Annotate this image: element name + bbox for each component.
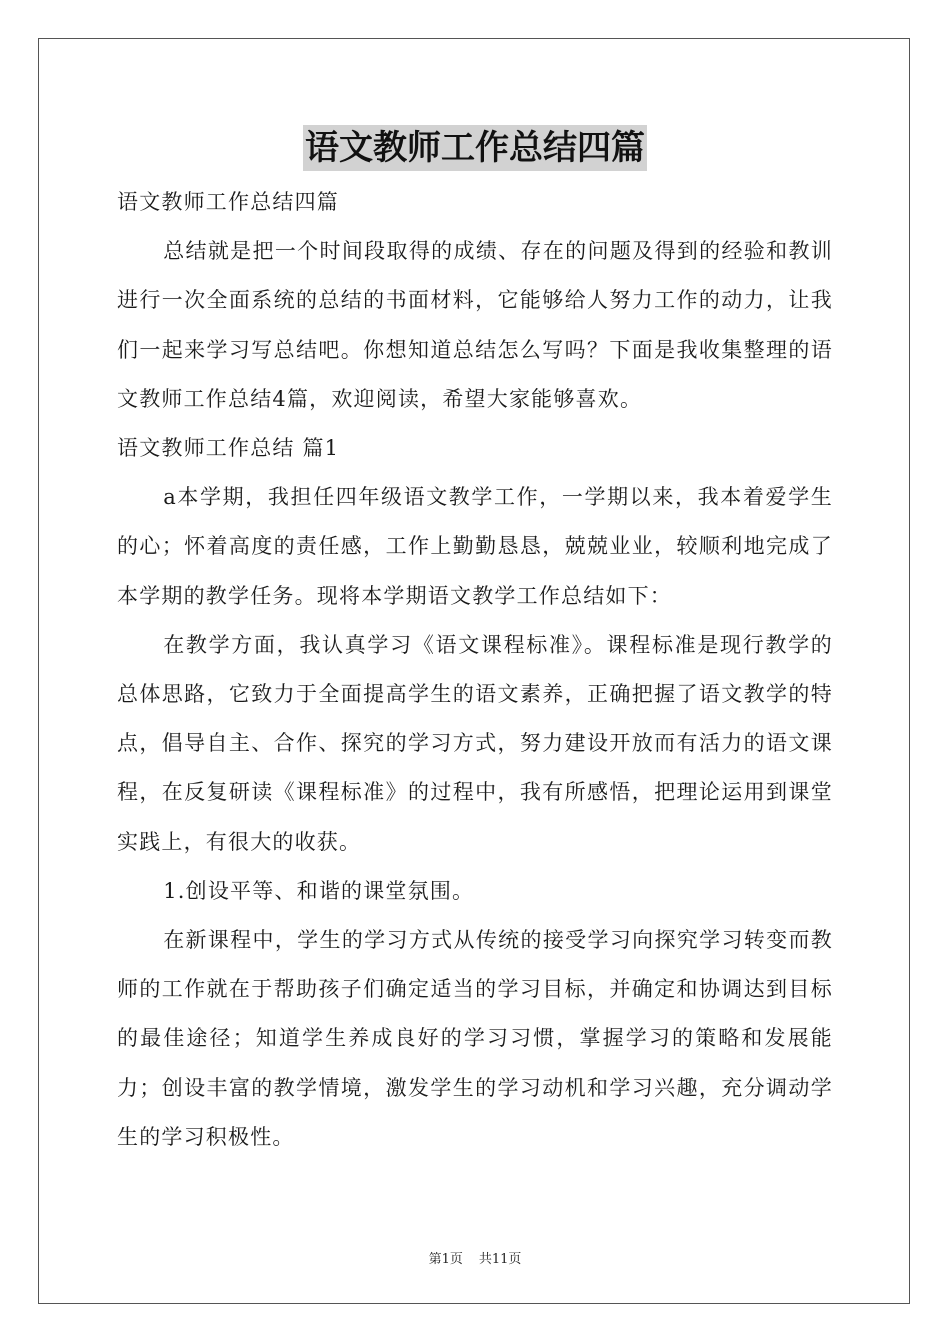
document-body: [117, 178, 833, 1162]
body-paragraph: a本学期，我担任四年级语文教学工作，一学期以来，我本着爱学生的心；怀着高度的责任感，工作上勤勤恳恳，兢兢业业，较顺利地完成了本学期的教学任务。现将本学期语文教学工作总结如下：: [117, 485, 833, 608]
body-paragraph: 在新课程中，学生的学习方式从传统的接受学习向探究学习转变而教师的工作就在于帮助孩子们确定适当的学习目标，并确定和协调达到目标的最佳途径；知道学生养成良好的学习习惯，掌握学习的策略和发展能力；创设丰富的教学情境，激发学生的学习动机和学习兴趣，充分调动学生的学习积极性。: [117, 928, 833, 1149]
list-item-heading: 1.创设平等、和谐的课堂氛围。: [163, 878, 475, 903]
title-container: [0, 125, 950, 171]
body-paragraph: 在教学方面，我认真学习《语文课程标准》。课程标准是现行教学的总体思路，它致力于全面提高学生的语文素养，正确把握了语文教学的特点，倡导自主、合作、探究的学习方式，努力建设开放而有活力的语文课程，在反复研读《课程标准》的过程中，我有所感悟，把理论运用到课堂实践上，有很大的收获。: [117, 632, 833, 854]
subtitle-line: 语文教师工作总结四篇: [117, 190, 339, 214]
section-heading: 语文教师工作总结 篇1: [117, 436, 340, 461]
intro-paragraph: 总结就是把一个时间段取得的成绩、存在的问题及得到的经验和教训进行一次全面系统的总结的书面材料，它能够给人努力工作的动力，让我们一起来学习写总结吧。你想知道总结怎么写吗？下面是我收集整理的语文教师工作总结4篇，欢迎阅读，希望大家能够喜欢。: [117, 239, 833, 411]
page-total: 共11页: [478, 1252, 522, 1267]
page-footer: [0, 1248, 950, 1267]
page-number: 第1页: [428, 1252, 463, 1267]
document-title: 语文教师工作总结四篇: [303, 125, 647, 171]
